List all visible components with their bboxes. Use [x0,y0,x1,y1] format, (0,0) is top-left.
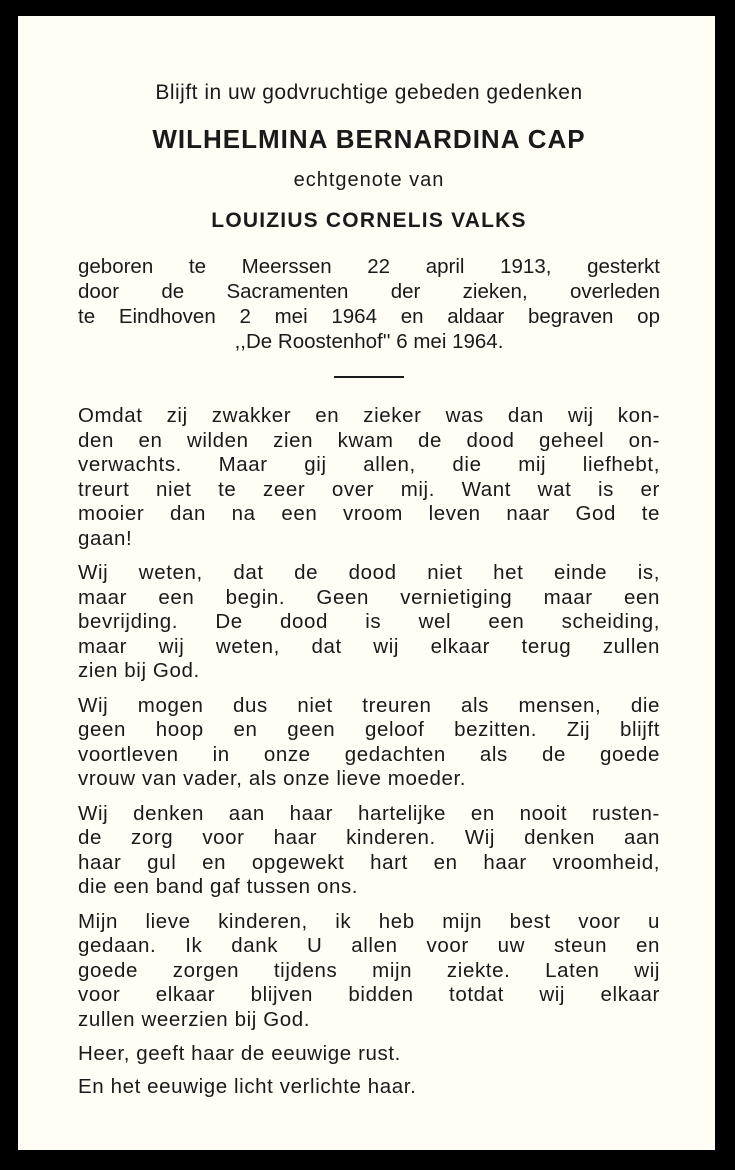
spouse-name: LOUIZIUS CORNELIS VALKS [211,209,527,232]
closing-line: Heer, geeft haar de eeuwige rust. [78,1042,401,1065]
bio-line: te Eindhoven 2 mei 1964 en aldaar begraven op [78,305,660,328]
memorial-card [18,16,715,1150]
verse-line: maar een begin. Geen vernietiging maar een [78,585,660,609]
verse-line: voortleven in onze gedachten als de goede [78,742,660,766]
verse-line: bevrijding. De dood is wel een scheiding, [78,610,660,633]
verse-paragraph [78,910,660,1033]
bio-line: ,,De Roostenhof'' 6 mei 1964. [234,330,504,353]
verse-line: goede zorgen tijdens mijn ziekte. Laten wij [78,958,660,982]
verse-line: verwachts. Maar gij allen, die mij liefhebt, [78,453,660,476]
verse-line: Wij mogen dus niet treuren als mensen, die [78,693,660,717]
verse-line: de zorg voor haar kinderen. Wij denken aan [78,826,660,849]
divider [334,376,404,378]
verse-line: zullen weerzien bij God. [78,1007,311,1031]
biography [78,254,660,354]
verse-line: zien bij God. [78,659,200,682]
verse-line: den en wilden zien kwam de dood geheel on- [78,428,660,452]
deceased-name: WILHELMINA BERNARDINA CAP [152,124,586,154]
closing-prayer [78,1042,660,1099]
verse-line: Wij weten, dat de dood niet het einde is, [78,561,660,584]
verse-line: Wij denken aan haar hartelijke en nooit rusten- [78,801,660,825]
closing-line: En het eeuwige licht verlichte haar. [78,1074,417,1098]
verse-paragraph [78,802,660,900]
verse-line: geen hoop en geen geloof bezitten. Zij blijft [78,718,660,741]
verse-paragraph [78,561,660,684]
verse-line: mooier dan na een vroom leven naar God te [78,502,660,525]
bio-line: geboren te Meerssen 22 april 1913, gesterkt [78,255,660,278]
verse-text [78,404,660,1099]
verse-line: haar gul en opgewekt hart en haar vroomheid, [78,850,660,874]
verse-line: die een band gaf tussen ons. [78,875,359,898]
verse-line: maar wij weten, dat wij elkaar terug zullen [78,634,660,658]
verse-line: treurt niet te zeer over mij. Want wat is er [78,477,660,501]
verse-line: vrouw van vader, als onze lieve moeder. [78,767,467,790]
card-content [78,80,660,1107]
verse-line: Omdat zij zwakker en zieker was dan wij kon- [78,404,660,427]
verse-line: gaan! [78,526,133,550]
prayer-line: Blijft in uw godvruchtige gebeden gedenken [155,81,583,104]
verse-line: Mijn lieve kinderen, ik heb mijn best voor u [78,909,660,933]
verse-line: voor elkaar blijven bidden totdat wij elkaar [78,983,660,1006]
verse-paragraph [78,404,660,551]
spouse-intro: echtgenote van [293,169,445,191]
verse-line: gedaan. Ik dank U allen voor uw steun en [78,934,660,957]
verse-paragraph [78,694,660,792]
bio-line: door de Sacramenten der zieken, overleden [78,280,660,303]
